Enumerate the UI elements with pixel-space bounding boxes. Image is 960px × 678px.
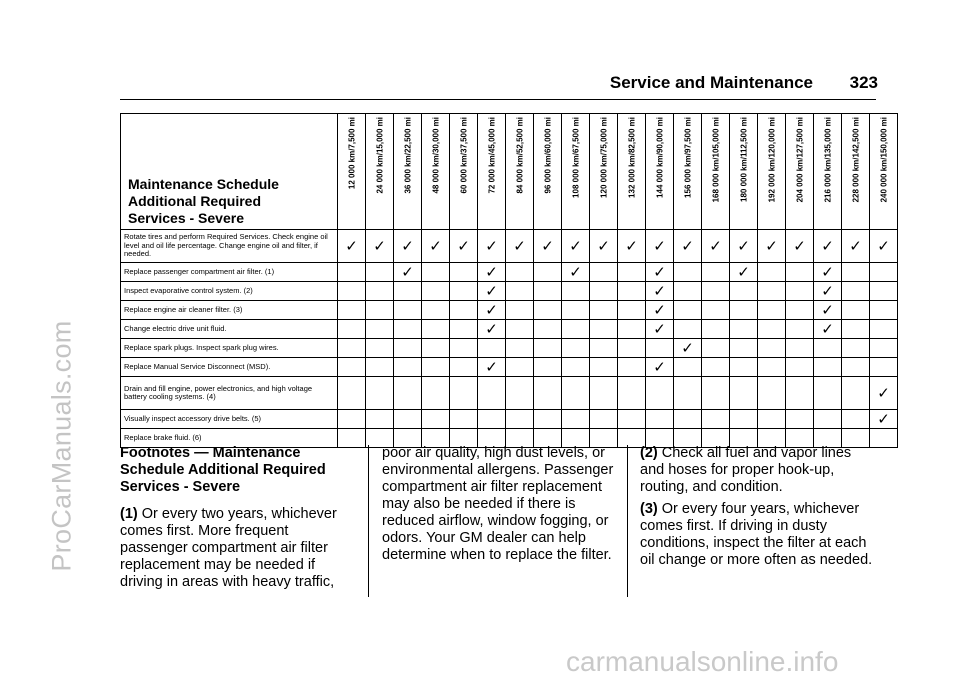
service-label: Replace spark plugs. Inspect spark plug wires. — [121, 339, 338, 358]
table-row — [121, 263, 898, 282]
table-title-line: Services - Severe — [128, 210, 244, 226]
empty-cell — [870, 358, 898, 377]
interval-label: 168 000 km/105,000 mi — [711, 117, 720, 203]
empty-cell — [758, 320, 786, 339]
empty-cell — [590, 377, 618, 410]
empty-cell — [646, 410, 674, 429]
empty-cell — [338, 358, 366, 377]
empty-cell — [534, 263, 562, 282]
footnotes-column-1 — [120, 445, 348, 596]
empty-cell — [814, 339, 842, 358]
empty-cell — [394, 301, 422, 320]
empty-cell — [590, 410, 618, 429]
empty-cell — [534, 358, 562, 377]
interval-header — [702, 114, 730, 230]
check-mark-icon: ✓ — [506, 230, 534, 263]
interval-header — [366, 114, 394, 230]
empty-cell — [422, 282, 450, 301]
empty-cell — [338, 301, 366, 320]
empty-cell — [366, 263, 394, 282]
table-row — [121, 282, 898, 301]
interval-label: 12 000 km/7,500 mi — [347, 117, 356, 190]
interval-label: 240 000 km/150,000 mi — [879, 117, 888, 203]
empty-cell — [702, 263, 730, 282]
empty-cell — [534, 282, 562, 301]
check-mark-icon: ✓ — [758, 230, 786, 263]
empty-cell — [338, 263, 366, 282]
empty-cell — [366, 320, 394, 339]
empty-cell — [590, 358, 618, 377]
empty-cell — [366, 377, 394, 410]
empty-cell — [450, 339, 478, 358]
check-mark-icon: ✓ — [646, 263, 674, 282]
carmanualsonline-watermark: carmanualsonline.info — [566, 646, 839, 677]
interval-header — [842, 114, 870, 230]
empty-cell — [394, 377, 422, 410]
table-row — [121, 410, 898, 429]
footnote-number: (2) — [640, 445, 658, 461]
column-divider — [627, 445, 628, 597]
empty-cell — [618, 320, 646, 339]
check-mark-icon: ✓ — [786, 230, 814, 263]
service-label: Inspect evaporative control system. (2) — [121, 282, 338, 301]
interval-label: 72 000 km/45,000 mi — [487, 117, 496, 194]
interval-header — [394, 114, 422, 230]
empty-cell — [758, 410, 786, 429]
empty-cell — [394, 358, 422, 377]
interval-header — [730, 114, 758, 230]
interval-header — [674, 114, 702, 230]
empty-cell — [562, 410, 590, 429]
footnote-1-continued: poor air quality, high dust levels, or environmental allergens. Passenger compartment air filter replacement may also be needed if there is reduced airflow, window fogging, or odors. Your GM dealer can help determine when to replace the filter. — [382, 445, 614, 563]
interval-header — [590, 114, 618, 230]
empty-cell — [786, 377, 814, 410]
empty-cell — [422, 301, 450, 320]
empty-cell — [702, 301, 730, 320]
empty-cell — [590, 301, 618, 320]
empty-cell — [590, 339, 618, 358]
empty-cell — [506, 320, 534, 339]
procarmanuals-watermark: ProCarManuals.com — [46, 320, 77, 572]
empty-cell — [422, 263, 450, 282]
empty-cell — [366, 339, 394, 358]
check-mark-icon: ✓ — [450, 230, 478, 263]
service-label: Visually inspect accessory drive belts. (5) — [121, 410, 338, 429]
check-mark-icon: ✓ — [814, 282, 842, 301]
empty-cell — [506, 377, 534, 410]
empty-cell — [534, 377, 562, 410]
interval-label: 24 000 km/15,000 mi — [375, 117, 384, 194]
check-mark-icon: ✓ — [730, 230, 758, 263]
empty-cell — [618, 339, 646, 358]
empty-cell — [730, 358, 758, 377]
table-title — [121, 114, 338, 230]
check-mark-icon: ✓ — [618, 230, 646, 263]
check-mark-icon: ✓ — [646, 301, 674, 320]
empty-cell — [758, 301, 786, 320]
service-label: Drain and fill engine, power electronics, and high voltage battery cooling systems. (4) — [121, 377, 338, 410]
header-rule — [120, 99, 876, 100]
empty-cell — [842, 263, 870, 282]
empty-cell — [870, 320, 898, 339]
service-label: Replace brake fluid. (6) — [121, 429, 338, 448]
table-title-line: Maintenance Schedule — [128, 176, 279, 192]
interval-header — [870, 114, 898, 230]
empty-cell — [394, 339, 422, 358]
empty-cell — [646, 377, 674, 410]
footnote-text: Or every four years, whichever comes first. If driving in dusty conditions, inspect the filter at each oil change or more often as needed. — [640, 501, 873, 568]
interval-header — [422, 114, 450, 230]
empty-cell — [478, 377, 506, 410]
empty-cell — [534, 320, 562, 339]
empty-cell — [674, 410, 702, 429]
interval-label: 132 000 km/82,500 mi — [627, 117, 636, 198]
table-title-line: Additional Required — [128, 193, 261, 209]
empty-cell — [786, 358, 814, 377]
page-header-title: Service and Maintenance — [609, 73, 813, 92]
empty-cell — [422, 320, 450, 339]
empty-cell — [674, 263, 702, 282]
empty-cell — [534, 339, 562, 358]
empty-cell — [366, 410, 394, 429]
interval-label: 156 000 km/97,500 mi — [683, 117, 692, 198]
empty-cell — [702, 358, 730, 377]
empty-cell — [702, 377, 730, 410]
check-mark-icon: ✓ — [590, 230, 618, 263]
footnote-2 — [640, 445, 876, 496]
empty-cell — [758, 339, 786, 358]
empty-cell — [758, 282, 786, 301]
empty-cell — [562, 377, 590, 410]
interval-label: 144 000 km/90,000 mi — [655, 117, 664, 198]
empty-cell — [758, 358, 786, 377]
service-label: Change electric drive unit fluid. — [121, 320, 338, 339]
check-mark-icon: ✓ — [478, 320, 506, 339]
empty-cell — [674, 358, 702, 377]
empty-cell — [730, 410, 758, 429]
empty-cell — [842, 339, 870, 358]
check-mark-icon: ✓ — [814, 263, 842, 282]
check-mark-icon: ✓ — [366, 230, 394, 263]
empty-cell — [562, 339, 590, 358]
page-number: 323 — [849, 73, 878, 92]
check-mark-icon: ✓ — [870, 230, 898, 263]
service-label: Replace engine air cleaner filter. (3) — [121, 301, 338, 320]
empty-cell — [366, 301, 394, 320]
empty-cell — [674, 282, 702, 301]
service-label: Replace Manual Service Disconnect (MSD). — [121, 358, 338, 377]
empty-cell — [506, 282, 534, 301]
empty-cell — [814, 358, 842, 377]
empty-cell — [842, 377, 870, 410]
empty-cell — [366, 358, 394, 377]
interval-header-row — [121, 114, 898, 230]
empty-cell — [450, 263, 478, 282]
empty-cell — [814, 410, 842, 429]
empty-cell — [842, 301, 870, 320]
check-mark-icon: ✓ — [394, 230, 422, 263]
empty-cell — [338, 339, 366, 358]
footnotes-column-2 — [382, 445, 614, 569]
empty-cell — [534, 301, 562, 320]
empty-cell — [590, 282, 618, 301]
table-row — [121, 230, 898, 263]
empty-cell — [618, 301, 646, 320]
check-mark-icon: ✓ — [674, 230, 702, 263]
check-mark-icon: ✓ — [814, 230, 842, 263]
empty-cell — [394, 282, 422, 301]
check-mark-icon: ✓ — [702, 230, 730, 263]
interval-label: 120 000 km/75,000 mi — [599, 117, 608, 198]
empty-cell — [422, 410, 450, 429]
interval-label: 180 000 km/112,500 mi — [739, 117, 748, 202]
empty-cell — [618, 377, 646, 410]
interval-header — [338, 114, 366, 230]
empty-cell — [842, 410, 870, 429]
interval-label: 60 000 km/37,500 mi — [459, 117, 468, 194]
empty-cell — [786, 282, 814, 301]
empty-cell — [422, 339, 450, 358]
table-row — [121, 320, 898, 339]
service-label: Rotate tires and perform Required Services. Check engine oil level and oil life percentage. Change engine oil and filter, if needed. — [121, 230, 338, 263]
empty-cell — [422, 358, 450, 377]
empty-cell — [674, 301, 702, 320]
empty-cell — [338, 377, 366, 410]
interval-label: 84 000 km/52,500 mi — [515, 117, 524, 194]
empty-cell — [450, 282, 478, 301]
empty-cell — [702, 410, 730, 429]
empty-cell — [450, 410, 478, 429]
empty-cell — [674, 320, 702, 339]
interval-label: 192 000 km/120,000 mi — [767, 117, 776, 203]
check-mark-icon: ✓ — [674, 339, 702, 358]
interval-header — [450, 114, 478, 230]
interval-header — [506, 114, 534, 230]
check-mark-icon: ✓ — [646, 230, 674, 263]
empty-cell — [786, 301, 814, 320]
check-mark-icon: ✓ — [814, 301, 842, 320]
interval-header — [562, 114, 590, 230]
check-mark-icon: ✓ — [338, 230, 366, 263]
check-mark-icon: ✓ — [562, 263, 590, 282]
empty-cell — [562, 282, 590, 301]
empty-cell — [730, 301, 758, 320]
empty-cell — [422, 377, 450, 410]
empty-cell — [506, 410, 534, 429]
interval-label: 108 000 km/67,500 mi — [571, 117, 580, 198]
empty-cell — [450, 301, 478, 320]
empty-cell — [394, 320, 422, 339]
empty-cell — [870, 263, 898, 282]
check-mark-icon: ✓ — [422, 230, 450, 263]
check-mark-icon: ✓ — [646, 358, 674, 377]
check-mark-icon: ✓ — [870, 377, 898, 410]
empty-cell — [506, 263, 534, 282]
interval-label: 48 000 km/30,000 mi — [431, 117, 440, 194]
empty-cell — [842, 358, 870, 377]
table-row — [121, 339, 898, 358]
empty-cell — [842, 320, 870, 339]
empty-cell — [730, 282, 758, 301]
column-divider — [368, 445, 369, 597]
footnote-number: (1) — [120, 506, 138, 522]
empty-cell — [562, 301, 590, 320]
schedule-body — [121, 230, 898, 448]
empty-cell — [702, 282, 730, 301]
empty-cell — [758, 377, 786, 410]
empty-cell — [702, 339, 730, 358]
check-mark-icon: ✓ — [478, 230, 506, 263]
empty-cell — [590, 263, 618, 282]
empty-cell — [618, 282, 646, 301]
empty-cell — [366, 282, 394, 301]
check-mark-icon: ✓ — [478, 263, 506, 282]
interval-label: 204 000 km/127,500 mi — [795, 117, 804, 203]
empty-cell — [618, 410, 646, 429]
table-row — [121, 301, 898, 320]
footnote-text: Check all fuel and vapor lines and hoses for proper hook-up, routing, and condition. — [640, 445, 852, 495]
empty-cell — [506, 358, 534, 377]
empty-cell — [394, 410, 422, 429]
maintenance-schedule-table — [120, 113, 898, 448]
check-mark-icon: ✓ — [534, 230, 562, 263]
check-mark-icon: ✓ — [478, 301, 506, 320]
interval-header — [646, 114, 674, 230]
empty-cell — [786, 339, 814, 358]
table-row — [121, 358, 898, 377]
empty-cell — [702, 320, 730, 339]
empty-cell — [674, 377, 702, 410]
empty-cell — [450, 320, 478, 339]
interval-label: 96 000 km/60,000 mi — [543, 117, 552, 194]
empty-cell — [786, 410, 814, 429]
check-mark-icon: ✓ — [814, 320, 842, 339]
check-mark-icon: ✓ — [562, 230, 590, 263]
interval-header — [786, 114, 814, 230]
interval-label: 36 000 km/22,500 mi — [403, 117, 412, 194]
footnote-1 — [120, 506, 348, 591]
check-mark-icon: ✓ — [394, 263, 422, 282]
footnotes-heading: Footnotes — Maintenance Schedule Additional Required Services - Severe — [120, 445, 326, 495]
check-mark-icon: ✓ — [478, 282, 506, 301]
empty-cell — [618, 358, 646, 377]
empty-cell — [870, 282, 898, 301]
interval-header — [814, 114, 842, 230]
interval-header — [534, 114, 562, 230]
table-row — [121, 377, 898, 410]
check-mark-icon: ✓ — [646, 320, 674, 339]
empty-cell — [338, 320, 366, 339]
service-label: Replace passenger compartment air filter. (1) — [121, 263, 338, 282]
empty-cell — [870, 301, 898, 320]
empty-cell — [562, 358, 590, 377]
empty-cell — [506, 301, 534, 320]
empty-cell — [814, 377, 842, 410]
empty-cell — [478, 410, 506, 429]
interval-header — [618, 114, 646, 230]
check-mark-icon: ✓ — [842, 230, 870, 263]
empty-cell — [338, 282, 366, 301]
interval-header — [758, 114, 786, 230]
empty-cell — [646, 339, 674, 358]
check-mark-icon: ✓ — [870, 410, 898, 429]
empty-cell — [786, 320, 814, 339]
empty-cell — [590, 320, 618, 339]
empty-cell — [450, 377, 478, 410]
footnote-number: (3) — [640, 501, 658, 517]
empty-cell — [506, 339, 534, 358]
empty-cell — [758, 263, 786, 282]
empty-cell — [562, 320, 590, 339]
empty-cell — [842, 282, 870, 301]
empty-cell — [450, 358, 478, 377]
interval-label: 228 000 km/142,500 mi — [851, 117, 860, 203]
empty-cell — [618, 263, 646, 282]
empty-cell — [338, 410, 366, 429]
empty-cell — [730, 377, 758, 410]
empty-cell — [478, 339, 506, 358]
check-mark-icon: ✓ — [478, 358, 506, 377]
empty-cell — [730, 339, 758, 358]
interval-header — [478, 114, 506, 230]
empty-cell — [870, 339, 898, 358]
footnotes-column-3 — [640, 445, 876, 574]
interval-label: 216 000 km/135,000 mi — [823, 117, 832, 203]
empty-cell — [534, 410, 562, 429]
check-mark-icon: ✓ — [730, 263, 758, 282]
empty-cell — [786, 263, 814, 282]
empty-cell — [730, 320, 758, 339]
footnote-3 — [640, 501, 876, 569]
check-mark-icon: ✓ — [646, 282, 674, 301]
footnote-text: Or every two years, whichever comes first. More frequent passenger compartment air filter replacement may be needed if driving in areas with heavy traffic, — [120, 506, 337, 590]
